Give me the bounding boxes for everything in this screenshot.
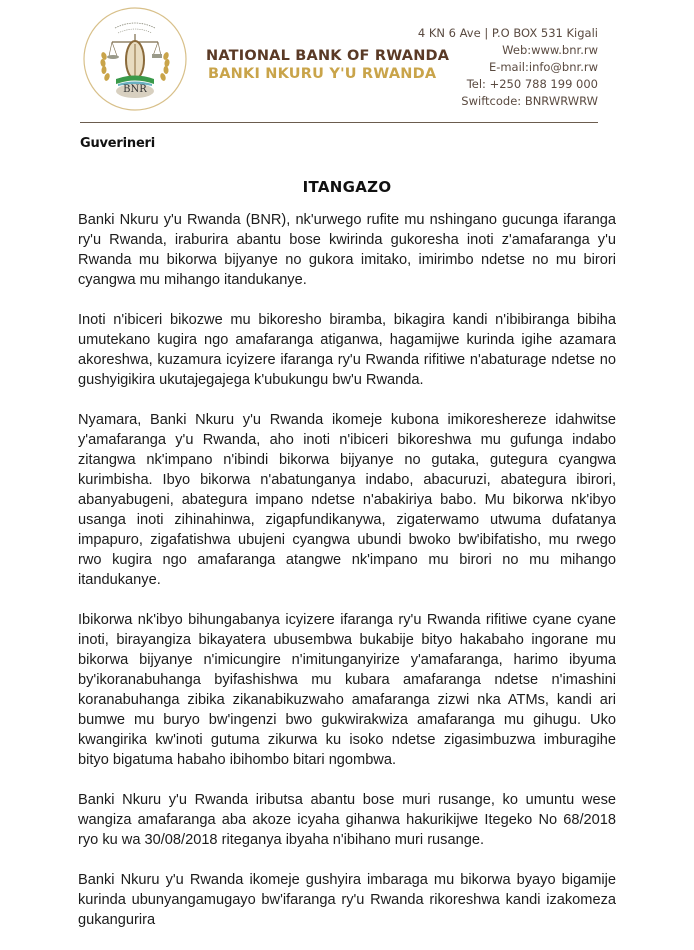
- paragraph: Banki Nkuru y'u Rwanda iributsa abantu bose muri rusange, ko umuntu wese wangiza amafaranga aba akoze icyaha gihanwa hakurikijwe Itegeko No 68/2018 ryo ku wa 30/08/2018 riteganya ibyaha n'ibihano muri rusange.: [78, 792, 616, 848]
- bnr-logo: [82, 6, 188, 112]
- paragraph: Banki Nkuru y'u Rwanda (BNR), nk'urwego rufite mu nshingano gucunga ifaranga ry'u Rwanda, iraburira abantu bose kwirinda gukoresha inoti z'amafaranga y'u Rwanda mu bikorwa bijyanye no gukora imitako, imirimbo ndetse no mu birori cyangwa mu mihango itandukanye.: [78, 212, 616, 288]
- bank-name-kinyarwanda: BANKI NKURU Y'U RWANDA: [208, 66, 437, 82]
- contact-tel: Tel: +250 788 199 000: [466, 77, 598, 91]
- logo-bnr-text: BNR: [123, 84, 147, 95]
- contact-email: E-mail:info@bnr.rw: [488, 60, 598, 74]
- paragraph: Nyamara, Banki Nkuru y'u Rwanda ikomeje kubona imikoreshereze idahwitse y'amafaranga y'u Rwanda, aho inoti n'ibiceri bikoreshwa mu gufunga indabo zitangwa nk'impano n'ibindi bikorwa bijyanye no gutaka, gutegura cyangwa kurimbisha. Ibyo bikorwa n'abatunganya indabo, abacuruzi, abategura ibirori, abanyabugeni, abategura impano ndetse n'abakiriya babo. Mu bikorwa nk'ibyo usanga inoti zihinahinwa, zigapfundikanywa, zigaterwamo utwuma dufatanya impapuro, zigafatishwa ubujeni cyangwa ubundi bwoko bw'ibifatisho, mu rwego rwo kugira ngo amafaranga atangwe nk'impano mu birori no mu mihango itandukanye.: [78, 412, 616, 588]
- contact-block: [418, 25, 598, 110]
- paragraph: Inoti n'ibiceri bikozwe mu bikoresho biramba, bikagira kandi n'ibibiranga bibiha umutekano kugira ngo amafaranga atiganwa, hagamijwe kurinda igihe azamara akoreshwa, kuzamura icyizere ifaranga ry'u Rwanda rifitiwe n'abaturage ndetse no gushyigikira ukutajegajega k'ubukungu bw'u Rwanda.: [78, 312, 616, 388]
- bank-name: [206, 47, 449, 83]
- bnr-seal-icon: [82, 6, 188, 112]
- contact-swift: Swiftcode: BNRWRWRW: [461, 94, 598, 108]
- office-label: Guverineri: [80, 136, 156, 151]
- contact-address: 4 KN 6 Ave | P.O BOX 531 Kigali: [417, 26, 598, 40]
- document-title: ITANGAZO: [302, 178, 392, 196]
- paragraph: Ibikorwa nk'ibyo bihungabanya icyizere ifaranga ry'u Rwanda rifitiwe cyane cyane inoti, birayangiza bikayatera ubusembwa bukabije bityo hakabaho ingorane mu bikorwa bijyanye n'imicungire n'imitunganyirize y'amafaranga, harimo ibyuma by'ikoranabuhanga byifashishwa mu kubara amafaranga ndetse n'imashini koranabuhanga zibika zikanabikuzwaho amafaranga zizwi nka ATMs, kandi ari bumwe mu buryo bw'ingenzi bwo gukwirakwiza amafaranga mu gihugu. Uko kwangirika kw'inoti gutuma zikurwa ku isoko ndetse zigasimbuzwa imburagihe bityo bigatuma habaho ibihombo bitari ngombwa.: [78, 612, 616, 768]
- document-body: [78, 210, 616, 950]
- bank-name-english: NATIONAL BANK OF RWANDA: [206, 48, 450, 64]
- contact-web: Web:www.bnr.rw: [502, 43, 598, 57]
- paragraph: Banki Nkuru y'u Rwanda ikomeje gushyira imbaraga mu bikorwa byayo bigamije kurinda ubunyangamugayo bw'ifaranga ry'u Rwanda rikoreshwa kandi izakomeza gukangurira: [78, 872, 616, 928]
- header-divider: [80, 122, 598, 123]
